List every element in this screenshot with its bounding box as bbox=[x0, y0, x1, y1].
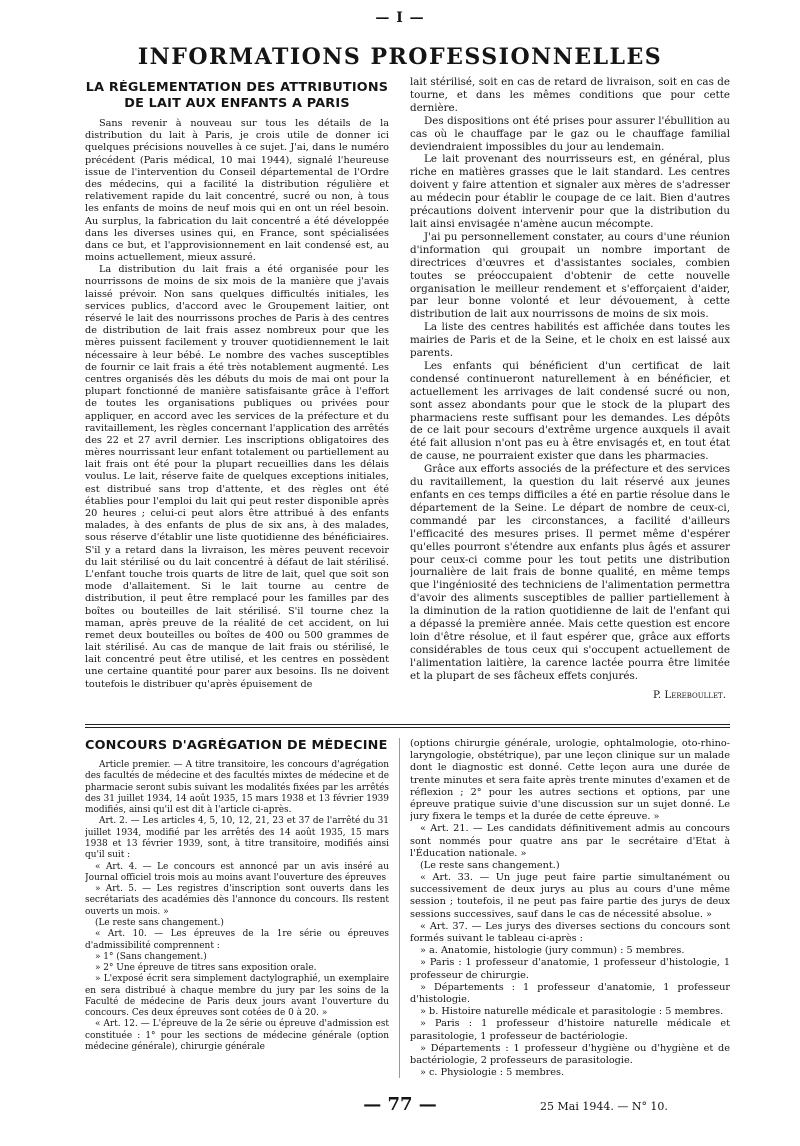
article2-title: CONCOURS D'AGRÉGATION DE MÉDECINE bbox=[85, 738, 388, 753]
paragraph: » Départements : 1 professeur d'anatomie, 1 professeur d'histologie. bbox=[410, 981, 730, 1005]
paragraph: La liste des centres habilités est affichée dans toutes les mairies de Paris et de la Seine, et le choix en est laissé aux parents. bbox=[410, 321, 730, 360]
section-divider bbox=[85, 727, 730, 728]
paragraph: « Art. 37. — Les jurys des diverses sections du concours sont formés suivant le tableau ci-après : bbox=[410, 920, 730, 944]
paragraph: Des dispositions ont été prises pour assurer l'ébullition au cas où le chauffage par le gaz ou le chauffage familial deviendraient impossibles du jour au lendemain. bbox=[410, 114, 730, 153]
paragraph: » L'exposé écrit sera simplement dactylographié, un exemplaire en sera distribué à chaque membre du jury par les soins de la Faculté de médecine de Paris deux jours avant l'ouverture du concours. Ces deux épreuves sont cotées de 0 à 20. » bbox=[85, 974, 389, 1019]
article2-left-column bbox=[85, 738, 389, 1078]
paragraph: (Le reste sans changement.) bbox=[95, 917, 224, 928]
paragraph: « Art. 12. — L'épreuve de la 2e série ou épreuve d'admission est constituée : 1° pour les sections de médecine générale (option médecine générale), chirurgie générale bbox=[85, 1019, 389, 1053]
section-masthead: INFORMATIONS PROFESSIONNELLES bbox=[137, 44, 663, 70]
article1-title bbox=[85, 80, 389, 112]
article1-right-column bbox=[410, 76, 730, 721]
paragraph: » Paris : 1 professeur d'histoire naturelle médicale et parasitologie, 1 professeur de bactériologie. bbox=[410, 1018, 730, 1042]
paragraph: » Départements : 1 professeur d'hygiène ou d'hygiène et de bactériologie, 2 professeurs de parasitologie. bbox=[410, 1042, 730, 1066]
paragraph: lait stérilisé, soit en cas de retard de livraison, soit en cas de tourne, et dans les mêmes conditions que pour cette dernière. bbox=[410, 76, 730, 114]
paragraph: Le lait provenant des nourrisseurs est, en général, plus riche en matières grasses que le lait standard. Les centres doivent y faire attention et signaler aux mères de s'adresser au médecin pour établir le coupage de ce lait. Bien d'autres précautions doivent intervenir pour que la distribution du lait ainsi envisagée n'amène aucun mécompte. bbox=[410, 153, 730, 230]
article1-left-column bbox=[85, 80, 389, 706]
paragraph: J'ai pu personnellement constater, au cours d'une réunion d'information qui groupait un nombre important de directrices d'œuvres et d'assistantes sociales, combien toutes se préoccupaient d'obtenir de cette nouvelle organisation le meilleur rendement et s'efforçaient d'aider, par leur bonne volonté et leur dévouement, à cette distribution de lait aux nourrissons de moins de six mois. bbox=[410, 230, 730, 321]
paragraph: « Art. 21. — Les candidats définitivement admis au concours sont nommés pour quatre ans par le secrétaire d'Etat à l'Éducation nationale. » bbox=[410, 823, 730, 859]
article1-title-line1: LA RÉGLEMENTATION DES ATTRIBUTIONS bbox=[85, 80, 389, 95]
paragraph: » 2° Une épreuve de titres sans exposition orale. bbox=[95, 963, 317, 974]
paragraph: « Art. 4. — Le concours est annoncé par un avis inséré au Journal officiel trois mois au moins avant l'ouverture des épreuves bbox=[85, 861, 389, 883]
paragraph: » Paris : 1 professeur d'anatomie, 1 professeur d'histologie, 1 professeur de chirurgie. bbox=[410, 957, 730, 981]
paragraph: (Le reste sans changement.) bbox=[420, 859, 560, 871]
paragraph: » 1° (Sans changement.) bbox=[95, 951, 207, 962]
paragraph: Art. 2. — Les articles 4, 5, 10, 12, 21, 23 et 37 de l'arrêté du 31 juillet 1934, modifié par les arrêtés des 14 août 1935, 15 mars 1938 et 13 février 1939, sont, à titre transitoire, modifiés ainsi qu'il suit : bbox=[85, 816, 389, 861]
article2-right-column bbox=[410, 738, 730, 1078]
paragraph: Grâce aux efforts associés de la préfecture et des services du ravitaillement, la question du lait réservé aux jeunes enfants en ces temps difficiles a été en partie résolue dans le département de la Seine. Le départ de nombre de ceux-ci, commandé par les circonstances, a facilité d'ailleurs l'efficacité des mesures prises. Il permet même d'espérer qu'elles pourront s'étendre aux enfants plus âgés et assurer pour ceux-ci comme pour les tout petits une distribution journalière de lait frais de bonne qualité, en même temps que l'ingéniosité des techniciens de l'alimentation permettra d'avoir des aliments susceptibles de pallier partiellement à la diminution de la ration quotidienne de lait de l'enfant qui a dépassé la première année. Mais cette question est encore loin d'être résolue, et il faut espérer que, grâce aux efforts considérables de tous ceux qui s'occupent actuellement de l'alimentation laitière, la carence lactée pourra être limitée et la plupart de ses fâcheux effets conjurés. bbox=[410, 463, 730, 682]
paragraph: « Art. 33. — Un juge peut faire partie simultanément ou successivement de deux jurys au plus au cours d'une même session ; toutefois, il ne peut pas faire partie des jurys de deux sessions successives, sauf dans le cas de nécessité absolue. » bbox=[410, 872, 730, 920]
page-header-number: — I — bbox=[375, 10, 425, 26]
author-signature: P. Lereboullet. bbox=[653, 688, 726, 701]
paragraph: » Art. 5. — Les registres d'inscription sont ouverts dans les secrétariats des académies dès l'annonce du concours. Ils restent ouverts un mois. » bbox=[85, 884, 389, 917]
paragraph: La distribution du lait frais a été organisée pour les nourrissons de moins de six mois de la manière que j'avais laissé prévoir. Non sans quelques difficultés initiales, les services publics, d'accord avec le Groupement laitier, ont réservé le lait des nourrissons proches de Paris à des centres de distribution de lait frais assez nombreux pour que les mères puissent facilement y trouver quotidiennement le lait nécessaire à leur bébé. Le nombre des vaches susceptibles de fournir ce lait frais a été très notablement augmenté. Les centres organisés dès les débuts du mois de mai ont pour la plupart fonctionné de manière satisfaisante grâce à l'effort de toutes les organisations publiques ou privées pour appliquer, en accord avec les services de la préfecture et du ravitaillement, les règles concernant l'application des arrêtés des 22 et 27 avril dernier. Les inscriptions obligatoires des mères nourrissant leur enfant totalement ou partiellement au lait frais ont été pour la plupart recueillies dans les délais voulus. Le lait, réserve faite de quelques exceptions initiales, est distribué sans trop d'attente, et des règles ont été établies pour l'emploi du lait qui peut rester disponible après 20 heures ; celui-ci peut alors être attribué à des enfants malades, à des enfants de plus de six ans, à des malades, sous réserve d'établir une liste quotidienne des bénéficiaires. S'il y a retard dans la livraison, les mères peuvent recevoir du lait stérilisé ou du lait concentré à défaut de lait stérilisé. L'enfant touche trois quarts de litre de lait, quel que soit son mode d'allaitement. Si le lait tourne au centre de distribution, il peut être remplacé pour les familles par des boîtes ou bouteilles de lait stérilisé. S'il tourne chez la maman, après preuve de la réalité de cet accident, on lui remet deux bouteilles ou boîtes de 400 ou 500 grammes de lait stérilisé. Au cas de manque de lait frais ou stérilisé, le lait concentré peut être utilisé, et les centres en possèdent une certaine quantité pour parer aux besoins. Ils ne doivent toutefois le distribuer qu'après épuisement de bbox=[85, 264, 389, 690]
issue-date: 25 Mai 1944. — N° 10. bbox=[540, 1100, 668, 1113]
section-divider bbox=[85, 724, 730, 725]
paragraph: « Art. 10. — Les épreuves de la 1re série ou épreuves d'admissibilité comprennent : bbox=[85, 929, 389, 951]
paragraph: » a. Anatomie, histologie (jury commun) : 5 membres. bbox=[420, 945, 685, 957]
paragraph: Sans revenir à nouveau sur tous les détails de la distribution du lait à Paris, je crois utile de donner ici quelques précisions nouvelles à ce sujet. J'ai, dans le numéro précédent (Paris médical, 10 mai 1944), signalé l'heureuse issue de l'intervention du Conseil départemental de l'Ordre des médecins, qui a facilité la distribution régulière et relativement rapide du lait concentré, sucré ou non, à tous les enfants de moins de neuf mois qui en ont un réel besoin. Au surplus, la fabrication du lait concentré a été développée dans les diverses usines qui, en France, sont spécialisées dans ce but, et l'approvisionnement en lait condensé est, au moins actuellement, mieux assuré. bbox=[85, 118, 389, 264]
paragraph: » c. Physiologie : 5 membres. bbox=[420, 1067, 565, 1078]
paragraph: (options chirurgie générale, urologie, ophtalmologie, oto-rhino-laryngologie, obstétrique), par une leçon clinique sur un malade dont le diagnostic est donné. Cette leçon aura une durée de trente minutes et sera faite après trente minutes d'examen et de réflexion ; 2° pour les autres sections et options, par une épreuve pratique suivie d'une discussion sur un sujet donné. Le jury fixera le temps et la durée de cette épreuve. » bbox=[410, 738, 730, 823]
page-number: — 77 — bbox=[363, 1094, 437, 1115]
paragraph: » b. Histoire naturelle médicale et parasitologie : 5 membres. bbox=[420, 1006, 724, 1018]
paragraph: Article premier. — A titre transitoire, les concours d'agrégation des facultés de médecine et des facultés mixtes de médecine et de pharmacie seront subis suivant les modalités fixées par les arrêtés des 31 juillet 1934, 14 août 1935, 15 mars 1938 et 13 février 1939 modifiés, ainsi qu'il est dit à l'article ci-après. bbox=[85, 760, 389, 816]
article1-title-line2: DE LAIT AUX ENFANTS A PARIS bbox=[124, 96, 350, 111]
column-divider bbox=[399, 738, 400, 1078]
paragraph: Les enfants qui bénéficient d'un certificat de lait condensé continueront naturellement à en bénéficier, et actuellement les arrivages de lait condensé sucré ou non, sont assez abondants pour que le stock de la plupart des pharmaciens reste suffisant pour les demandes. Les dépôts de ce lait pour secours d'extrême urgence auxquels il avait été fait allusion n'ont pas eu à être envisagés et, en tout état de cause, ne pourraient exister que dans les pharmacies. bbox=[410, 359, 730, 463]
